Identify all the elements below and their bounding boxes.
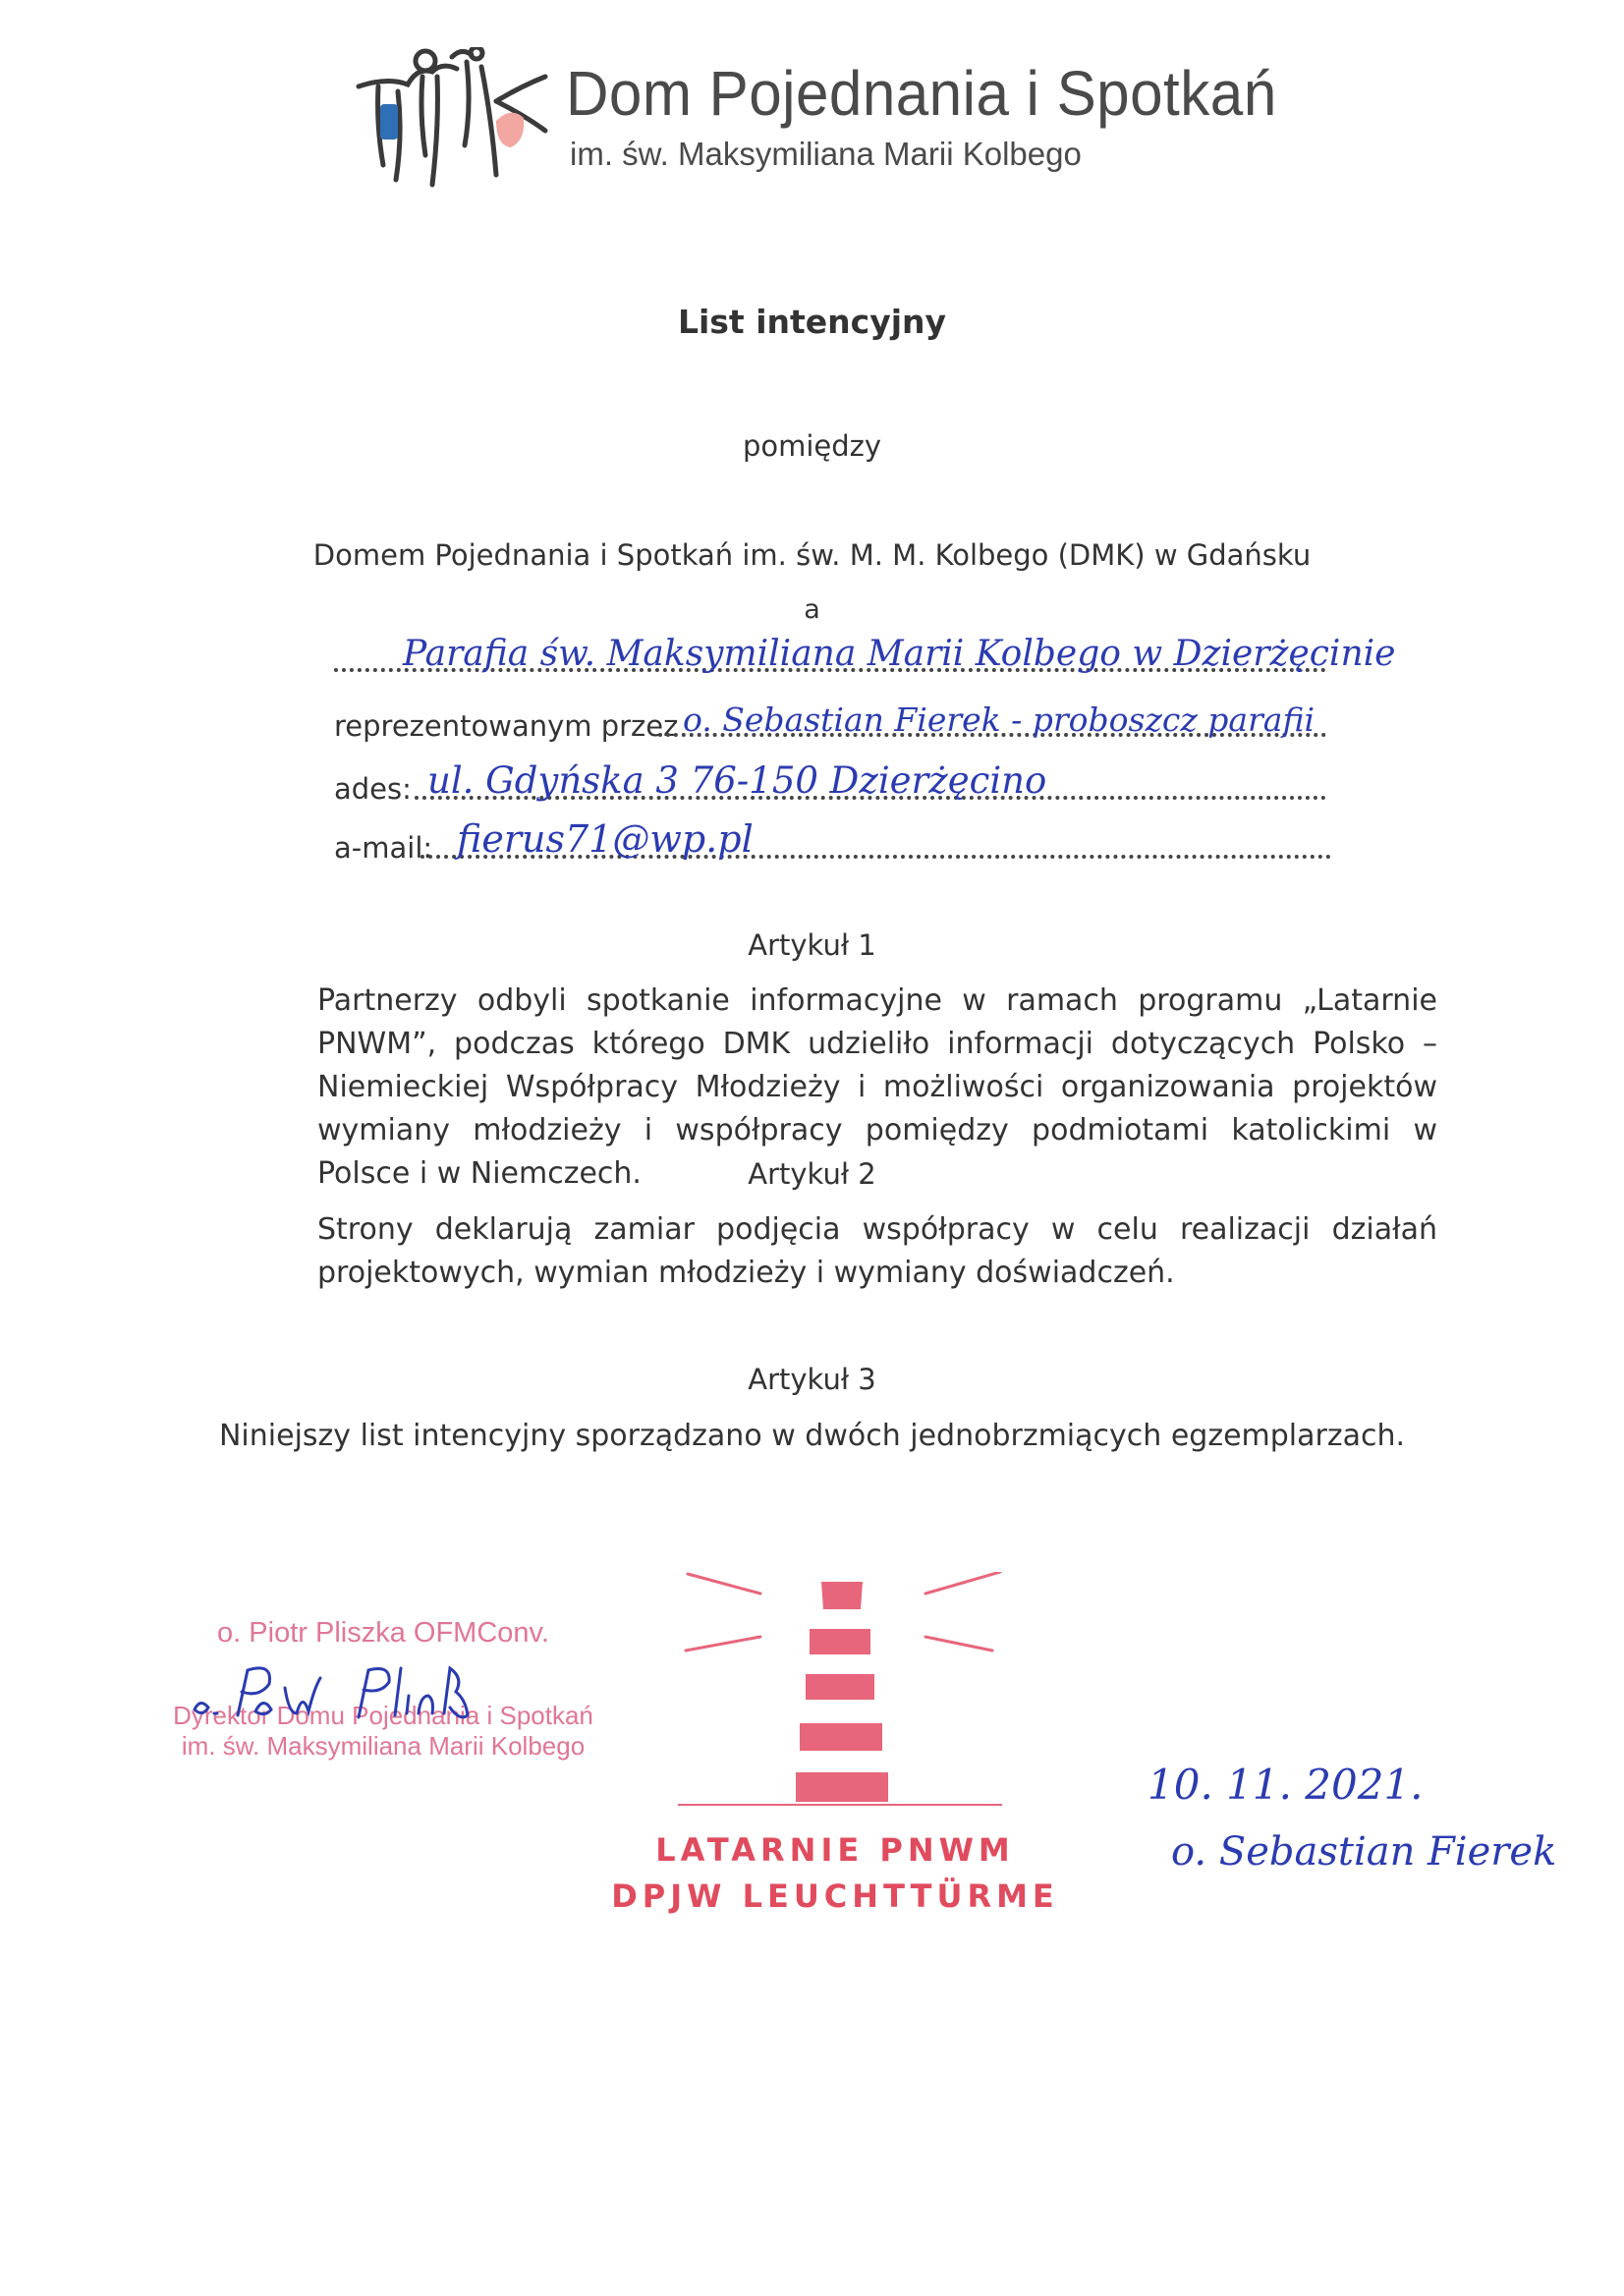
stamp-role: Dyrektor Domu Pojednania i Spotkań — [173, 1701, 593, 1730]
article-1-body: Partnerzy odbyli spotkanie informacyjne w ramach programu „Latarnie PNWM”, podczas którego DMK udzieliło informacji dotyczących Polsko – Niemieckiej Współpracy Młodzieży i możliwości organizowania projektów wymiany młodzieży i współpracy pomiędzy podmiotami katolickimi w Polsce i w Niemczech. — [317, 983, 1437, 1191]
email-line — [334, 817, 1331, 868]
organization-logo-figures — [349, 47, 560, 193]
address-line — [334, 759, 1326, 810]
email-label: a-mail: — [334, 831, 433, 865]
representative-line — [334, 700, 1326, 747]
between-text: pomiędzy — [742, 429, 882, 463]
partner-name-line — [334, 634, 1396, 682]
article-1-heading: Artykuł 1 — [748, 928, 876, 962]
director-signature — [187, 1649, 540, 1727]
programme-logo-line-1: LATARNIE PNWM — [655, 1831, 1015, 1869]
organization-name: Dom Pojednania i Spotkań — [566, 58, 1277, 129]
representative-handwritten: o. Sebastian Fierek - proboszcz parafii — [683, 700, 1316, 739]
first-party: Domem Pojednania i Spotkań im. św. M. M. Kolbego (DMK) w Gdańsku — [312, 538, 1312, 572]
partner-name-handwritten: Parafia św. Maksymiliana Marii Kolbego w Dzierżęcinie — [403, 634, 1396, 674]
address-label: ades: — [334, 772, 412, 806]
address-handwritten: ul. Gdyńska 3 76-150 Dzierżęcino — [427, 759, 1047, 802]
article-3-body: Niniejszy list intencyjny sporządzano w dwóch jednobrzmiących egzemplarzach. — [218, 1419, 1406, 1453]
stamp-name: o. Piotr Pliszka OFMConv. — [217, 1617, 549, 1649]
conjunction: a — [804, 594, 820, 625]
representative-label: reprezentowanym przez — [334, 709, 679, 743]
article-2-body: Strony deklarują zamiar podjęcia współpracy w celu realizacji działań projektowych, wymian młodzieży i wymiany doświadczeń. — [317, 1212, 1437, 1290]
email-handwritten: fierus71@wp.pl — [457, 817, 754, 861]
partner-signature: o. Sebastian Fierek — [1171, 1829, 1557, 1875]
article-3-heading: Artykuł 3 — [748, 1363, 876, 1396]
organization-subtitle: im. św. Maksymiliana Marii Kolbego — [570, 136, 1082, 172]
programme-logo-line-2: DPJW LEUCHTTÜRME — [611, 1877, 1059, 1915]
article-2-heading: Artykuł 2 — [748, 1157, 876, 1191]
document-title: List intencyjny — [677, 303, 947, 341]
handwritten-date: 10. 11. 2021. — [1148, 1761, 1424, 1809]
stamp-institution: im. św. Maksymiliana Marii Kolbego — [181, 1731, 586, 1761]
lighthouse-logo-icon — [678, 1572, 1002, 1808]
